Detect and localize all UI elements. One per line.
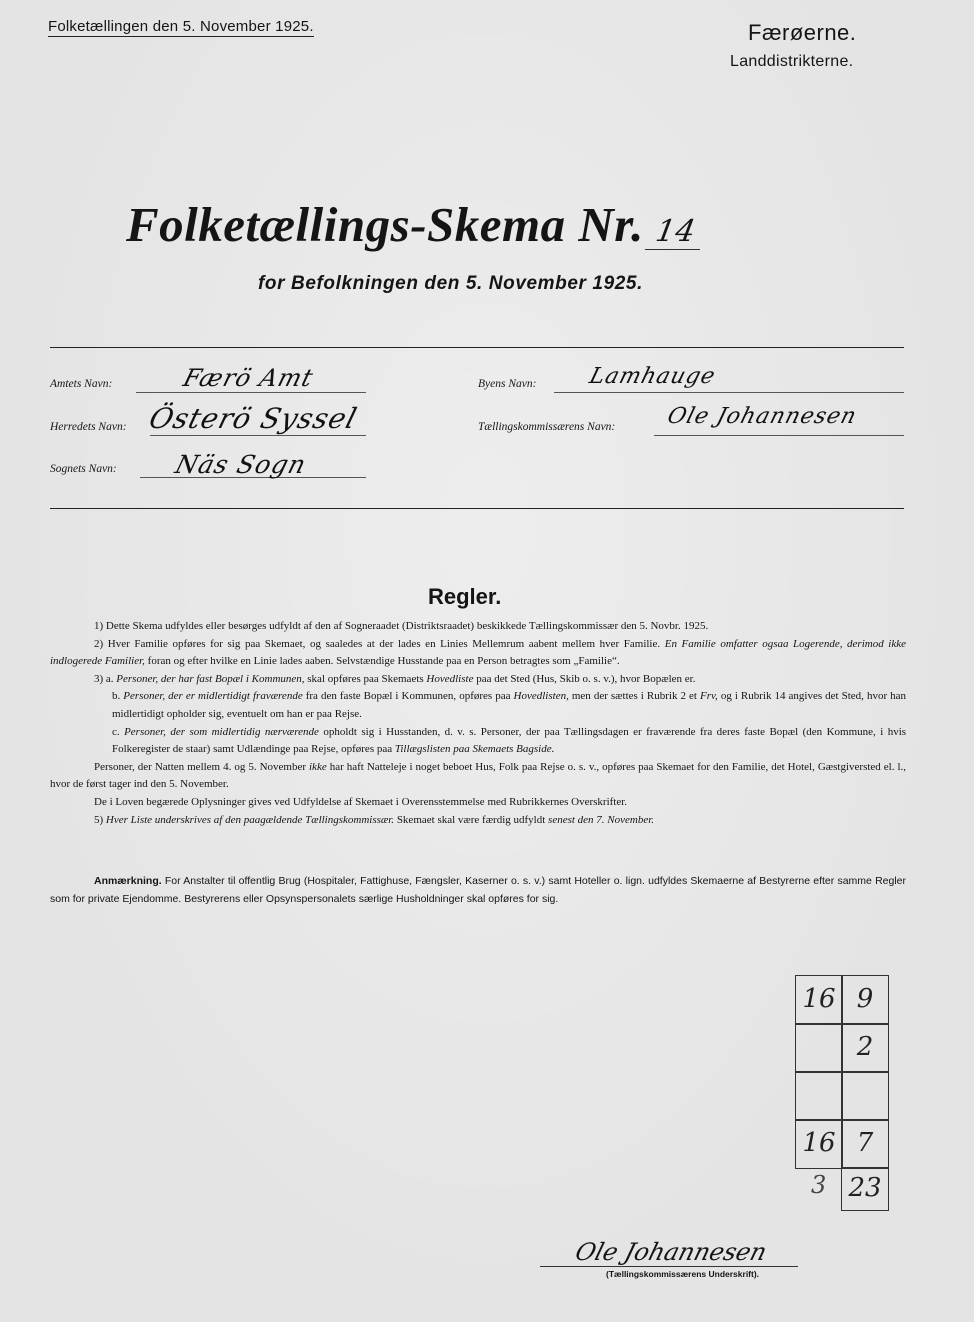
rule-3a-emphasis: Personer, der har fast Bopæl i Kommunen, bbox=[116, 672, 305, 685]
census-date-header: Folketællingen den 5. November 1925. bbox=[48, 18, 314, 35]
form-title-text: Folketællings-Skema Nr. bbox=[126, 197, 644, 252]
rule-3a bbox=[50, 671, 906, 689]
tally-stray-number: 3 bbox=[811, 1171, 827, 1199]
tally-cell-r3-left bbox=[795, 1071, 843, 1121]
region-header: Færøerne. bbox=[748, 20, 857, 45]
rule-5-text: Skemaet skal være færdig udfyldt bbox=[396, 813, 546, 826]
rules-section bbox=[50, 618, 906, 829]
rule-3d bbox=[50, 759, 906, 794]
rule-3b-text-2: men der sættes i Rubrik 2 et bbox=[571, 690, 697, 703]
anmaerkning-paragraph bbox=[50, 872, 906, 908]
anmaerkning-text: For Anstalter til offentlig Brug (Hospitaler, Fattighuse, Fængsler, Kaserner o. s. v.) samt Hoteller o. lign. udfyldes Skemaerne af Bestyrerne efter samme Regler som for private Ejendomme. Bestyrerens eller Opsynspersonalets særlige Husholdninger skal opføres for sig. bbox=[50, 875, 906, 905]
by-value: Lamhauge bbox=[586, 364, 719, 389]
rule-3a-num: 3) a. bbox=[94, 672, 114, 685]
rule-3c bbox=[50, 724, 906, 759]
rule-3b-text-end: og i Rubrik 14 angives det Sted, hvor han midlertidigt opholder sig, eventuelt om han er paa Rejse. bbox=[112, 690, 907, 720]
kommissaer-line bbox=[654, 435, 904, 436]
rule-5 bbox=[50, 812, 906, 830]
amt-label: Amtets Navn: bbox=[50, 378, 113, 390]
sogn-label: Sognets Navn: bbox=[50, 463, 117, 475]
kommissaer-label: Tællingskommissærens Navn: bbox=[478, 421, 616, 433]
rule-3a-text: skal opføres paa Skemaets bbox=[307, 672, 424, 685]
rule-2-text-cont: foran og efter hvilke en Linie lades aaben. Selvstændige Husstande paa en Person betragtes som „Familie“. bbox=[147, 655, 620, 668]
rule-3c-emphasis: Personer, der som midlertidig nærværende bbox=[124, 725, 319, 738]
tally-cell-r4-right: 7 bbox=[841, 1119, 889, 1169]
form-title bbox=[126, 196, 703, 253]
rule-3b-num: b. bbox=[112, 690, 121, 703]
rule-1: 1) Dette Skema udfyldes eller besørges udfyldt af den af Sogneraadet (Distriktsraadet) beskikkede Tællingskommissær den 5. Novbr. 1925. bbox=[94, 620, 709, 632]
rule-4: De i Loven begærede Oplysninger gives ved Udfyldelse af Skemaet i Overensstemmelse med Rubrikkernes Overskrifter. bbox=[94, 795, 628, 808]
regler-heading: Regler. bbox=[428, 584, 502, 609]
sogn-value: Näs Sogn bbox=[172, 450, 310, 479]
rule-3c-tillaegsliste: Tillægslisten paa Skemaets Bagside. bbox=[394, 743, 555, 756]
amt-value: Færö Amt bbox=[180, 364, 317, 392]
rule-2-text: 2) Hver Familie opføres for sig paa Skemaet, og saaledes at der lades en Linies Mellemrum aabent mellem hver Familie. bbox=[94, 637, 661, 650]
tally-cell-r2-right: 2 bbox=[841, 1023, 889, 1073]
rule-5-num: 5) bbox=[94, 813, 104, 826]
herred-line bbox=[150, 435, 366, 436]
rule-3d-text: Personer, der Natten mellem 4. og 5. November bbox=[94, 760, 306, 773]
rule-3b-text: fra den faste Bopæl i Kommunen, opføres paa bbox=[305, 690, 511, 703]
herred-value: Österö Syssel bbox=[145, 402, 361, 435]
rule-3d-ikke: ikke bbox=[309, 760, 327, 773]
bottom-divider bbox=[50, 508, 904, 509]
rule-3c-text: opholdt sig i Husstanden, d. v. s. Personer, der paa Tællingsdagen er fraværende fra deres faste Bopæl (den Kommune, i hvis Folkeregister de staar) samt Udlændinge paa Rejse, opføres paa bbox=[112, 725, 907, 756]
signature-handwriting: Ole Johannesen bbox=[572, 1238, 770, 1266]
rule-3b-hovedlisten: Hovedlisten, bbox=[513, 690, 569, 703]
anmaerkning-label: Anmærkning. bbox=[94, 875, 162, 887]
rule-3b bbox=[50, 688, 906, 723]
rule-2-emphasis: En Familie omfatter ogsaa Logerende, derimod ikke indlogerede Familier, bbox=[50, 637, 906, 668]
rule-2 bbox=[50, 636, 906, 671]
signature-caption: (Tællingskommissærens Underskrift). bbox=[606, 1269, 760, 1279]
by-label: Byens Navn: bbox=[478, 378, 537, 390]
rule-3a-hovedliste: Hovedliste bbox=[426, 672, 474, 685]
herred-label: Herredets Navn: bbox=[50, 421, 127, 433]
signature-line bbox=[540, 1266, 798, 1267]
kommissaer-value: Ole Johannesen bbox=[664, 404, 860, 429]
tally-total-cell: 23 bbox=[841, 1167, 889, 1211]
rule-5-deadline: senest den 7. November. bbox=[548, 813, 655, 826]
form-number: 14 bbox=[645, 214, 707, 250]
rule-3d-text-end: har haft Natteleje i noget beboet Hus, Folk paa Rejse o. s. v., opføres paa Skemaet for den Familie, det Hotel, Gæstgiversted el. l., hvor de først tager ind den 5. November. bbox=[50, 760, 907, 791]
rule-3b-frv: Frv, bbox=[699, 690, 718, 703]
rule-3a-text-end: paa det Sted (Hus, Skib o. s. v.), hvor Bopælen er. bbox=[476, 672, 696, 685]
by-line bbox=[554, 392, 904, 393]
rule-5-emphasis: Hver Liste underskrives af den paagældende Tællingskommissær. bbox=[105, 813, 395, 826]
rule-3b-emphasis: Personer, der er midlertidigt fraværende bbox=[123, 690, 303, 703]
tally-cell-r1-left: 16 bbox=[795, 975, 843, 1025]
tally-cell-r2-left bbox=[795, 1023, 843, 1073]
rule-3c-num: c. bbox=[112, 725, 120, 738]
amt-line bbox=[136, 392, 366, 393]
tally-cell-r4-left: 16 bbox=[795, 1119, 843, 1169]
district-type-header: Landdistrikterne. bbox=[730, 53, 854, 70]
form-subtitle: for Befolkningen den 5. November 1925. bbox=[258, 273, 643, 294]
top-divider bbox=[50, 347, 904, 348]
tally-cell-r3-right bbox=[841, 1071, 889, 1121]
tally-cell-r1-right: 9 bbox=[841, 975, 889, 1025]
